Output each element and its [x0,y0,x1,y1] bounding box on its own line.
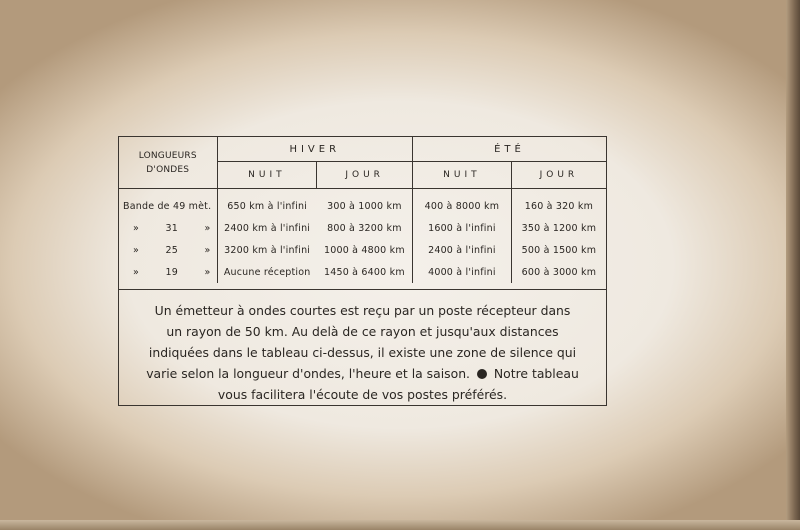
row-wavelength [119,189,217,218]
header-wavelength [119,137,217,189]
page-edge [786,0,800,530]
cell-summer-day: 600 à 3000 km [521,266,597,278]
header-summer [412,137,606,162]
cell-winter-day: 300 à 1000 km [317,189,413,218]
reception-table [119,137,606,283]
ditto-mark: » [204,244,211,256]
paragraph-line: un rayon de 50 km. Au delà de ce rayon et jusqu'aux distances [166,324,559,339]
ditto-mark: » [133,244,140,256]
ditto-mark: » [133,266,140,278]
ditto-mark: » [204,222,211,234]
explanatory-paragraph [119,289,606,405]
cell-winter-day: 1450 à 6400 km [317,261,413,283]
ditto-mark: » [204,266,211,278]
cell-summer-night: 2400 à l'infini [412,239,511,261]
row-wavelength [119,239,217,261]
cell-summer-night: 400 à 8000 km [412,189,511,218]
cell-summer-day: 160 à 320 km [524,200,594,212]
wavelength-value: 31 [165,222,178,234]
cell-winter-night: 2400 km à l'infini [224,222,311,234]
table-row [119,239,606,261]
cell-summer-night: 1600 à l'infini [412,217,511,239]
header-winter-label: HIVER [289,143,341,155]
cell-winter-day: 800 à 3200 km [317,217,413,239]
table-row [119,217,606,239]
header-wavelength-line1: LONGUEURS [138,150,197,161]
header-summer-day: JOUR [511,162,606,189]
cell-winter-night: 650 km à l'infini [227,200,308,212]
paragraph-line: vous facilitera l'écoute de vos postes préférés. [217,387,508,402]
wavelength-value: 19 [165,266,178,278]
header-winter [217,137,412,162]
cell-summer-day: 350 à 1200 km [521,222,597,234]
bullet-icon [477,369,487,379]
paragraph-line: Un émetteur à ondes courtes est reçu par un poste récepteur dans [154,303,571,318]
paragraph-line: indiquées dans le tableau ci-dessus, il existe une zone de silence qui [148,345,577,360]
cell-summer-day: 500 à 1500 km [521,244,597,256]
row-wavelength [119,261,217,283]
cell-winter-night: Aucune réception [223,266,311,278]
paragraph-line: varie selon la longueur d'ondes, l'heure et la saison. [146,366,470,381]
paragraph-line: Notre tableau [493,366,579,381]
wavelength-value: 25 [165,244,178,256]
table-row [119,261,606,283]
header-winter-night: NUIT [217,162,317,189]
table-row [119,189,606,218]
header-summer-night: NUIT [412,162,511,189]
reception-table-frame [118,136,607,406]
header-wavelength-line2: D'ONDES [146,164,190,175]
header-winter-day: JOUR [317,162,413,189]
header-summer-label: ÉTÉ [494,143,525,155]
wavelength-label: Bande de 49 mèt. [123,200,212,212]
ditto-mark: » [133,222,140,234]
page-bottom-edge [0,520,800,530]
cell-winter-day: 1000 à 4800 km [317,239,413,261]
cell-winter-night: 3200 km à l'infini [224,244,311,256]
row-wavelength [119,217,217,239]
cell-summer-night: 4000 à l'infini [412,261,511,283]
